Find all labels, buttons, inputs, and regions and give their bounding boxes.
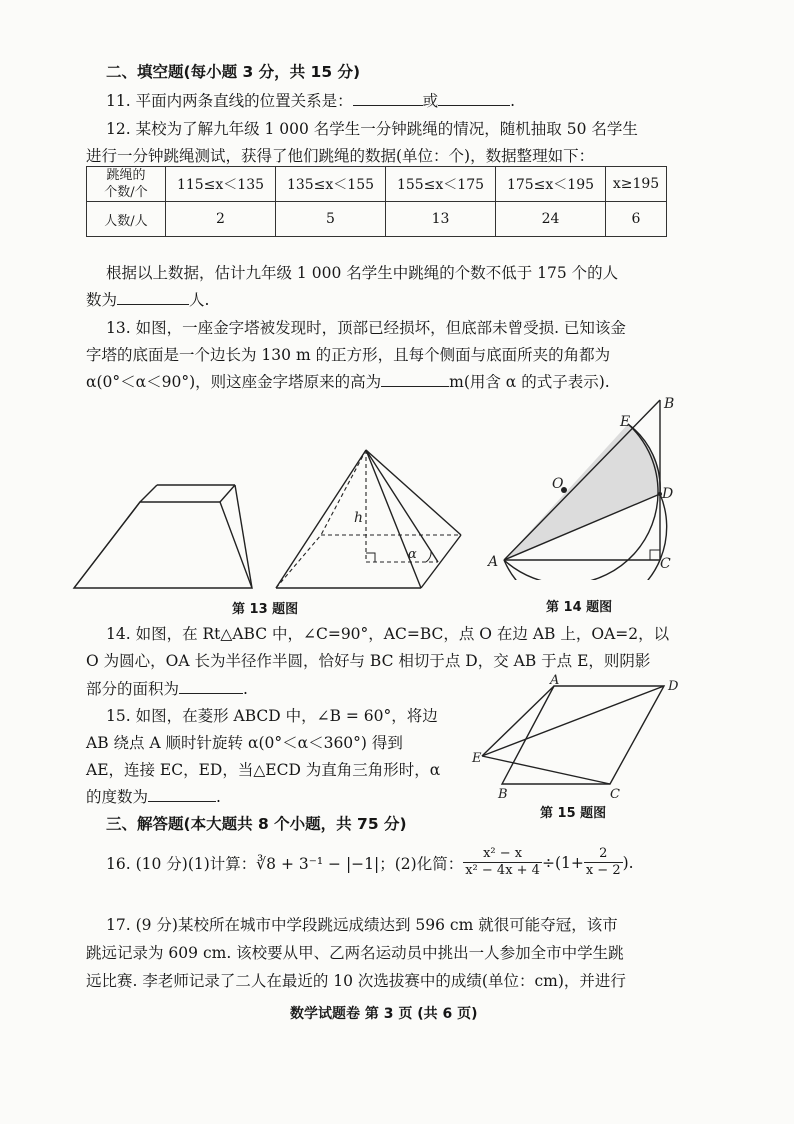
page-footer: 数学试题卷 第 3 页 (共 6 页) bbox=[290, 1006, 478, 1022]
q16-part1: 16. (10 分)(1)计算：∛8 + 3⁻¹ − |−1|；(2)化简： bbox=[106, 854, 464, 873]
q15-blank[interactable] bbox=[148, 787, 216, 802]
table-cell: 24 bbox=[496, 202, 606, 237]
table-cell: 2 bbox=[166, 202, 276, 237]
fig13-label-alpha: α bbox=[408, 547, 417, 562]
fig15-label-E: E bbox=[472, 751, 482, 766]
fraction-denominator: x² − 4x + 4 bbox=[465, 863, 540, 878]
fig15-label-C: C bbox=[610, 787, 620, 802]
table-cell: 135≤x＜155 bbox=[276, 167, 386, 202]
q13-line3 bbox=[86, 370, 610, 392]
table-row bbox=[87, 167, 667, 202]
table-cell: 155≤x＜175 bbox=[386, 167, 496, 202]
q12-blank[interactable] bbox=[117, 290, 189, 305]
q16-fraction-1 bbox=[463, 846, 542, 879]
q16-divide: ÷(1+ bbox=[541, 853, 584, 872]
q12-line2: 进行一分钟跳绳测试，获得了他们跳绳的数据(单位：个)，数据整理如下： bbox=[86, 147, 595, 165]
q11-stem: 11. 平面内两条直线的位置关系是： bbox=[106, 92, 353, 110]
table-cell: x≥195 bbox=[606, 167, 667, 202]
q11-text bbox=[106, 89, 515, 111]
q11-blank-2[interactable] bbox=[438, 91, 510, 106]
fig14-label-B: B bbox=[664, 396, 675, 412]
fig13-caption: 第 13 题图 bbox=[232, 602, 299, 617]
fig15-label-B: B bbox=[498, 787, 508, 802]
q15-line1: 15. 如图，在菱形 ABCD 中，∠B = 60°，将边 bbox=[106, 707, 438, 725]
rhombus-outline bbox=[502, 686, 664, 784]
q15-line4 bbox=[86, 785, 221, 807]
fig15-caption: 第 15 题图 bbox=[540, 806, 607, 821]
jump-rope-table bbox=[86, 166, 667, 237]
section2-heading: 二、填空题(每小题 3 分，共 15 分) bbox=[106, 63, 361, 81]
q16-fraction-2 bbox=[584, 846, 623, 879]
q12-line3: 根据以上数据，估计九年级 1 000 名学生中跳绳的个数不低于 175 个的人 bbox=[106, 264, 619, 282]
fraction-numerator: x² − x bbox=[463, 846, 542, 863]
header-line-2: 个数/个 bbox=[104, 185, 148, 200]
fig15-label-A: A bbox=[550, 673, 560, 688]
frustum-outline bbox=[74, 502, 252, 588]
q17-line3: 远比赛. 李老师记录了二人在最近的 10 次选拔赛中的成绩(单位：cm)，并进行 bbox=[86, 972, 626, 990]
q14-line3-end: . bbox=[243, 680, 248, 698]
table-cell: 115≤x＜135 bbox=[166, 167, 276, 202]
header-line-1: 跳绳的 bbox=[106, 168, 146, 183]
fig14-label-A: A bbox=[488, 554, 499, 570]
q16-end: ). bbox=[622, 853, 634, 872]
q12-line4-text: 数为 bbox=[86, 291, 118, 309]
fig14-label-D: D bbox=[662, 486, 674, 502]
q14-line3 bbox=[86, 677, 248, 699]
table-cell: 6 bbox=[606, 202, 667, 237]
q13-line2: 字塔的底面是一个边长为 130 m 的正方形，且每个侧面与底面所夹的角都为 bbox=[86, 346, 611, 364]
q14-line2: O 为圆心，OA 长为半径作半圆，恰好与 BC 相切于点 D，交 AB 于点 E，则阴影 bbox=[86, 652, 651, 670]
table-header-people: 人数/人 bbox=[87, 202, 166, 237]
q11-blank-1[interactable] bbox=[353, 91, 423, 106]
q12-line1: 12. 某校为了解九年级 1 000 名学生一分钟跳绳的情况，随机抽取 50 名学生 bbox=[106, 120, 638, 138]
shaded-region bbox=[504, 424, 660, 560]
q14-blank[interactable] bbox=[179, 679, 243, 694]
fraction-denominator: x − 2 bbox=[585, 863, 621, 878]
fig14-label-O: O bbox=[552, 476, 564, 492]
q13-line3-end: m(用含 α 的式子表示). bbox=[449, 373, 610, 391]
table-cell: 5 bbox=[276, 202, 386, 237]
fig13-label-h: h bbox=[354, 510, 364, 526]
q13-blank[interactable] bbox=[381, 372, 449, 387]
fig15-rhombus-diagram bbox=[470, 672, 690, 802]
table-cell: 175≤x＜195 bbox=[496, 167, 606, 202]
table-cell: 13 bbox=[386, 202, 496, 237]
q13-line1: 13. 如图，一座金字塔被发现时，顶部已经损坏，但底部未曾受损. 已知该金 bbox=[106, 319, 626, 337]
table-header-count bbox=[87, 167, 166, 202]
q13-line3-text: α(0°＜α＜90°)，则这座金字塔原来的高为 bbox=[86, 373, 382, 391]
fig15-label-D: D bbox=[668, 679, 679, 694]
fig14-label-E: E bbox=[620, 414, 631, 430]
q14-line3-text: 部分的面积为 bbox=[86, 680, 180, 698]
q16-line bbox=[106, 846, 634, 879]
table-row bbox=[87, 202, 667, 237]
q11-or: 或 bbox=[422, 92, 439, 110]
q15-line4-text: 的度数为 bbox=[86, 788, 149, 806]
q17-line1: 17. (9 分)某校所在城市中学段跳远成绩达到 596 cm 就很可能夺冠，该市 bbox=[106, 916, 618, 934]
fig14-caption: 第 14 题图 bbox=[546, 600, 613, 615]
q11-period: . bbox=[510, 92, 516, 110]
fig14-label-C: C bbox=[660, 556, 671, 572]
q15-line4-end: . bbox=[216, 788, 221, 806]
q17-line2: 跳远记录为 609 cm. 该校要从甲、乙两名运动员中挑出一人参加全市中学生跳 bbox=[86, 944, 624, 962]
fig14-semicircle-diagram bbox=[484, 392, 684, 580]
q15-line2: AB 绕点 A 顺时针旋转 α(0°＜α＜360°) 得到 bbox=[86, 734, 403, 752]
section3-heading: 三、解答题(本大题共 8 个小题，共 75 分) bbox=[106, 815, 407, 833]
fig13-pyramid-diagram bbox=[66, 440, 462, 595]
q15-line3: AE，连接 EC，ED，当△ECD 为直角三角形时，α bbox=[86, 761, 441, 779]
fraction-numerator: 2 bbox=[584, 846, 623, 863]
q12-line4 bbox=[86, 288, 209, 310]
q12-line4-end: 人. bbox=[189, 291, 210, 309]
q14-line1: 14. 如图，在 Rt△ABC 中，∠C=90°，AC=BC，点 O 在边 AB 上，OA=2，以 bbox=[106, 625, 670, 643]
